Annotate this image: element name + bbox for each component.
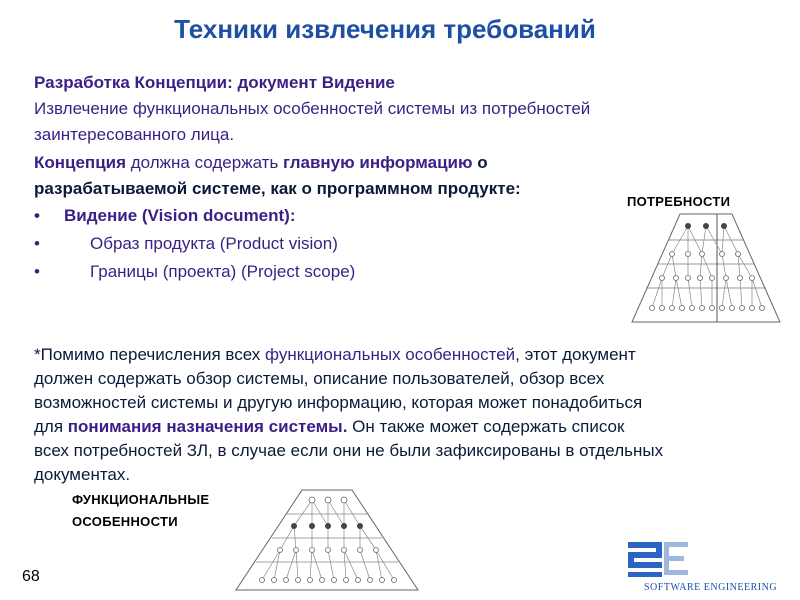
needs-pyramid-icon <box>630 212 782 324</box>
needs-label: ПОТРЕБНОСТИ <box>627 194 731 209</box>
concept-line2: разрабатываемой системе, как о программном продукте: <box>34 179 521 198</box>
bullet-text: Границы (проекта) (Project scope) <box>90 262 356 281</box>
se-logo-icon <box>626 536 692 582</box>
note-after-features: , этот документ <box>515 345 636 364</box>
bullet-icon: • <box>34 262 40 281</box>
note-line4-tail: Он также может содержать список <box>347 417 625 436</box>
features-pyramid-icon <box>232 486 422 592</box>
note-features-phrase: функциональных особенностей <box>265 345 516 364</box>
note-line5: всех потребностей ЗЛ, в случае если они не были зафиксированы в отдельных <box>34 441 664 460</box>
intro-heading: Разработка Концепции: документ Видение <box>34 73 395 92</box>
concept-main: главную информацию <box>283 153 473 172</box>
bullet-icon: • <box>34 206 40 225</box>
page-number: 68 <box>22 568 40 585</box>
note-line4-lead: для <box>34 417 68 436</box>
slide-title: Техники извлечения требований <box>174 14 596 44</box>
note-lead: *Помимо перечисления всех <box>34 345 266 364</box>
bullet-icon: • <box>34 234 40 253</box>
concept-word: Концепция <box>34 153 127 172</box>
intro-desc-line1: Извлечение функциональных особенностей системы из потребностей <box>34 99 591 118</box>
bullet-text: Видение (Vision document): <box>64 206 296 225</box>
note-line2: должен содержать обзор системы, описание пользователей, обзор всех <box>34 369 605 388</box>
note-line6: документах. <box>34 465 131 484</box>
concept-line1 <box>34 153 488 173</box>
note-line3: возможностей системы и другую информацию, которая может понадобиться <box>34 393 643 412</box>
note-line1 <box>34 345 636 365</box>
features-label-line2: ОСОБЕННОСТИ <box>72 514 178 529</box>
features-label-line1: ФУНКЦИОНАЛЬНЫЕ <box>72 492 210 507</box>
logo-caption: SOFTWARE ENGINEERING <box>644 582 778 593</box>
intro-desc-line2: заинтересованного лица. <box>34 125 235 144</box>
concept-mid: должна содержать <box>126 153 284 172</box>
note-line4 <box>34 417 624 437</box>
note-line4-bold: понимания назначения системы. <box>67 417 348 436</box>
bullet-text: Образ продукта (Product vision) <box>90 234 338 253</box>
concept-end: о <box>472 153 488 172</box>
